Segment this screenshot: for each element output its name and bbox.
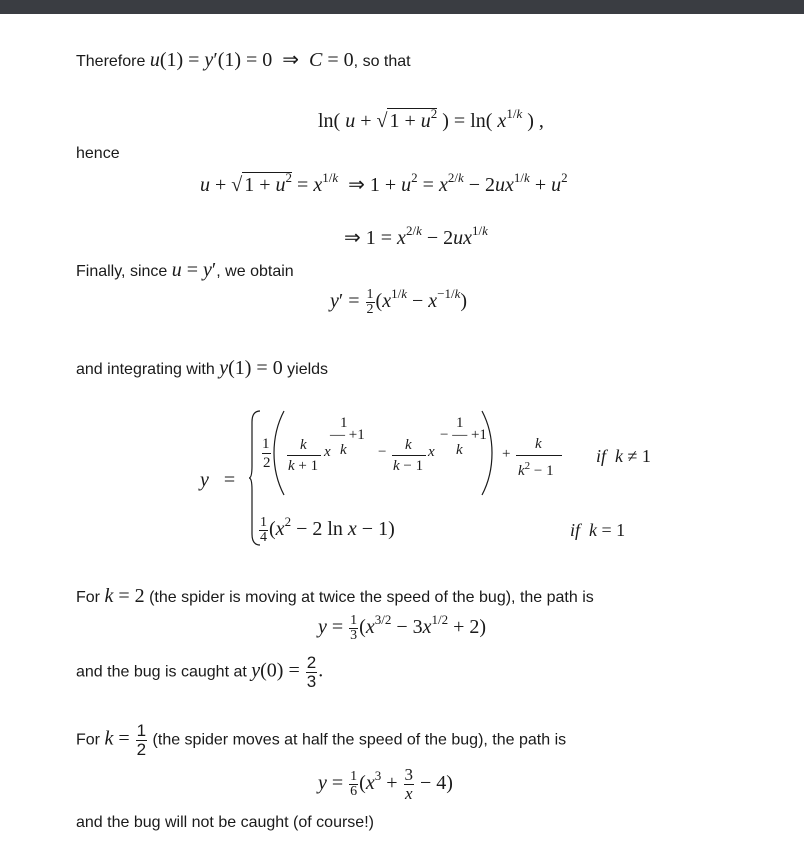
paragraph-not-caught: and the bug will not be caught (of course!) xyxy=(76,814,374,831)
paragraph-therefore: Therefore u(1) = y′(1) = 0 ⇒ C = 0, so that xyxy=(76,49,411,71)
equation-derivative: y′ = $\frac{1}{2}$ $(x^{1/k} - x^{-1/k})$ xyxy=(330,286,468,317)
left-paren-icon xyxy=(272,410,286,496)
case1-condition: if k ≠ 1 xyxy=(596,446,651,466)
case2-expression: $\frac{1}{4}$ ($x^2 - 2$ ln x − 1) xyxy=(260,514,395,545)
text: Therefore xyxy=(76,53,150,70)
top-bar xyxy=(0,0,804,14)
paragraph-k2: For k = 2 (the spider is moving at twice the speed of the bug), the path is xyxy=(76,585,594,607)
fraction-half: 1 xyxy=(262,436,270,452)
paragraph-k-half: For k = $\frac{1}{2}$ (the spider moves at half the speed of the bug), the path is xyxy=(76,721,567,759)
text-hence: hence xyxy=(76,145,120,162)
equation-ln: ln( u + √ $1 + u^2$ ) = ln( $x^{1/k}$ ) , xyxy=(318,106,544,132)
equation-k-half-path: y = $\frac{1}{6}$ ($x^3$ + $\frac{3}{x}$ − 4) xyxy=(318,765,453,803)
equation-k2-path: y = $\frac{1}{3}$ $(x^{3/2} - 3x^{1/2} + 2)$ xyxy=(318,612,487,643)
case2-condition: if k = 1 xyxy=(570,520,626,540)
equation-line-3: ⇒ $1 = x^{2/k} - 2ux^{1/k}$ xyxy=(344,223,488,249)
equation-line-2: u + √ $1 + u^2 = x^{1/k}$ ⇒ $1 + u^2 = x^{2/k} - 2ux^{1/k} + u^2$ xyxy=(200,170,568,196)
math-inline: u xyxy=(149,49,160,71)
paragraph-integrating: and integrating with y(1) = 0 yields xyxy=(76,357,329,379)
paragraph-caught: and the bug is caught at y(0) = $\frac{2}{3}$ . xyxy=(76,653,324,691)
right-paren-icon xyxy=(480,410,494,496)
piecewise-y-label: y = xyxy=(200,469,236,491)
text: , so that xyxy=(353,53,411,70)
paragraph-finally: Finally, since u = y′, we obtain xyxy=(76,259,294,281)
